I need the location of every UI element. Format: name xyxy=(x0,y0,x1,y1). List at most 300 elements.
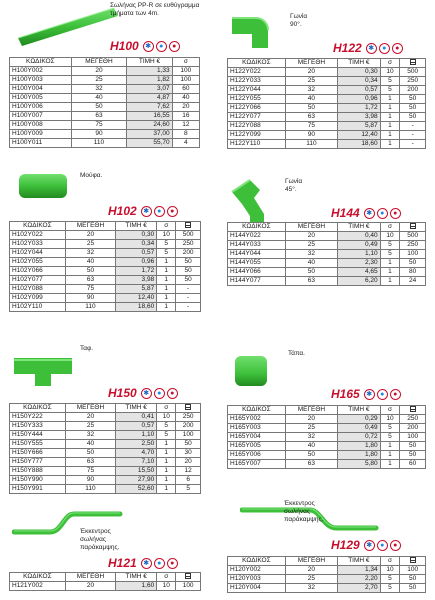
cell-price: 0,30 xyxy=(338,68,381,77)
cell-price: 1,80 xyxy=(338,442,381,451)
heating-drop-icon: ● xyxy=(392,43,403,54)
cell-box: 80 xyxy=(400,268,426,277)
cell-price: 0,41 xyxy=(116,413,157,422)
cell-pack: 16 xyxy=(172,112,199,121)
box-icon xyxy=(176,404,201,413)
cell-code: H165Y005 xyxy=(228,442,286,451)
cell-code: H122Y033 xyxy=(228,77,286,86)
cell-size: 50 xyxy=(65,449,116,458)
cell-box: 250 xyxy=(400,415,426,424)
cell-price: 4,70 xyxy=(116,449,157,458)
product-code-row xyxy=(331,387,401,401)
cell-price: 1,82 xyxy=(127,76,172,85)
cell-code: H122Y099 xyxy=(228,131,286,140)
product-code: H100 xyxy=(110,39,139,53)
box-icon xyxy=(176,573,201,582)
cell-price: 7,62 xyxy=(127,103,172,112)
heating-drop-icon: ● xyxy=(390,540,401,551)
product-description: Γωνία 90°. xyxy=(290,13,308,28)
table-row xyxy=(228,250,426,259)
cell-box: 500 xyxy=(400,68,426,77)
cell-price: 5,87 xyxy=(338,122,381,131)
product-description: Τάπα. xyxy=(288,350,305,357)
cell-box: 50 xyxy=(400,95,426,104)
cell-size: 32 xyxy=(65,431,116,440)
column-header: ΤΙΜΗ € xyxy=(338,406,381,415)
cell-price: 16,55 xyxy=(127,112,172,121)
cell-pack: 5 xyxy=(380,424,400,433)
cell-box: 20 xyxy=(176,458,201,467)
cell-box: 50 xyxy=(400,584,426,593)
cell-size: 25 xyxy=(285,77,337,86)
cell-pack: 1 xyxy=(380,113,400,122)
cell-pack: 1 xyxy=(380,140,400,149)
table-row xyxy=(10,303,201,312)
cell-size: 32 xyxy=(285,433,337,442)
cell-code: H102Y066 xyxy=(10,267,66,276)
cell-code: H122Y044 xyxy=(228,86,286,95)
cell-price: 1,80 xyxy=(338,451,381,460)
cell-price: 4,87 xyxy=(127,94,172,103)
cell-pack: 100 xyxy=(172,67,199,76)
cell-box: 50 xyxy=(400,104,426,113)
table-row xyxy=(228,95,426,104)
cell-size: 50 xyxy=(285,451,337,460)
cell-size: 25 xyxy=(285,241,337,250)
cell-code: H165Y007 xyxy=(228,460,286,469)
cell-box: - xyxy=(400,122,426,131)
column-header: ΤΙΜΗ € xyxy=(338,223,381,232)
cell-price: 55,70 xyxy=(127,139,172,148)
cell-code: H120Y004 xyxy=(228,584,286,593)
cell-box: - xyxy=(176,294,201,303)
table-row xyxy=(228,433,426,442)
column-header: σ xyxy=(157,573,176,582)
table-row xyxy=(228,68,426,77)
cell-box: 250 xyxy=(400,241,426,250)
water-drop-icon: ● xyxy=(154,206,165,217)
table-row xyxy=(10,130,200,139)
cell-price: 0,96 xyxy=(116,258,157,267)
column-header: ΚΩΔΙΚΟΣ xyxy=(228,406,286,415)
product-code-row xyxy=(333,41,403,55)
cell-size: 40 xyxy=(71,94,127,103)
cell-price: 1,10 xyxy=(338,250,381,259)
cell-size: 20 xyxy=(285,415,337,424)
cell-pack: 5 xyxy=(157,240,176,249)
cell-code: H150Y990 xyxy=(10,476,66,485)
cell-price: 37,00 xyxy=(127,130,172,139)
table-row xyxy=(10,582,201,591)
cell-box: 100 xyxy=(176,582,201,591)
table-row xyxy=(10,103,200,112)
cell-pack: 10 xyxy=(380,415,400,424)
cell-price: 0,72 xyxy=(338,433,381,442)
water-drop-icon: ● xyxy=(377,540,388,551)
cell-box: - xyxy=(400,140,426,149)
column-header: ΜΕΓΕΘΗ xyxy=(285,406,337,415)
cell-price: 7,10 xyxy=(116,458,157,467)
cell-code: H144Y077 xyxy=(228,277,286,286)
cell-code: H150Y777 xyxy=(10,458,66,467)
table-row xyxy=(228,566,426,575)
cell-box: 200 xyxy=(400,86,426,95)
cell-size: 90 xyxy=(285,131,337,140)
cell-code: H120Y003 xyxy=(228,575,286,584)
cell-pack: 10 xyxy=(380,232,400,241)
table-row xyxy=(10,258,201,267)
cell-size: 63 xyxy=(285,460,337,469)
table-row xyxy=(228,232,426,241)
cell-price: 1,10 xyxy=(116,431,157,440)
column-header: ΜΕΓΕΘΗ xyxy=(71,58,127,67)
cell-pack: 12 xyxy=(172,121,199,130)
cell-size: 63 xyxy=(65,276,116,285)
box-icon xyxy=(400,223,426,232)
cell-size: 20 xyxy=(65,413,116,422)
heating-drop-icon: ● xyxy=(390,208,401,219)
cell-code: H150Y666 xyxy=(10,449,66,458)
spec-table xyxy=(9,57,200,148)
table-row xyxy=(228,241,426,250)
product-description: Έκκεντρος σωλήνας παράκαμψης. xyxy=(284,500,324,523)
cell-size: 50 xyxy=(285,104,337,113)
cell-size: 40 xyxy=(285,95,337,104)
cell-price: 0,29 xyxy=(338,415,381,424)
table-row xyxy=(228,113,426,122)
column-header: ΚΩΔΙΚΟΣ xyxy=(10,222,66,231)
product-description: Γωνία 45°. xyxy=(285,178,303,193)
cell-price: 12,40 xyxy=(338,131,381,140)
cell-code: H100Y005 xyxy=(10,94,72,103)
table-row xyxy=(10,112,200,121)
column-header: σ xyxy=(380,223,400,232)
cell-size: 25 xyxy=(285,575,337,584)
cell-pack: 1 xyxy=(380,460,400,469)
cell-box: 250 xyxy=(176,413,201,422)
water-drop-icon: ● xyxy=(379,43,390,54)
snowflake-icon: ✱ xyxy=(366,43,377,54)
cell-box: 100 xyxy=(400,566,426,575)
cell-box: 50 xyxy=(176,258,201,267)
cell-size: 32 xyxy=(285,584,337,593)
column-header: ΚΩΔΙΚΟΣ xyxy=(10,573,66,582)
snowflake-icon: ✱ xyxy=(364,540,375,551)
cell-box: 50 xyxy=(400,575,426,584)
heating-drop-icon: ● xyxy=(169,41,180,52)
cell-box: 50 xyxy=(400,451,426,460)
table-row xyxy=(228,77,426,86)
cell-box: 100 xyxy=(400,250,426,259)
cell-price: 3,98 xyxy=(116,276,157,285)
cell-pack: 1 xyxy=(157,267,176,276)
product-code: H129 xyxy=(331,538,360,552)
cell-code: H100Y003 xyxy=(10,76,72,85)
cell-code: H100Y008 xyxy=(10,121,72,130)
table-header-row xyxy=(228,223,426,232)
cell-pack: 5 xyxy=(380,241,400,250)
cell-price: 2,20 xyxy=(338,575,381,584)
table-header-row xyxy=(228,59,426,68)
cell-code: H122Y055 xyxy=(228,95,286,104)
cell-size: 110 xyxy=(65,485,116,494)
spec-table xyxy=(227,58,426,149)
cell-size: 75 xyxy=(285,122,337,131)
cell-code: H102Y110 xyxy=(10,303,66,312)
cell-code: H144Y055 xyxy=(228,259,286,268)
column-header: σ xyxy=(380,557,400,566)
cell-price: 12,40 xyxy=(116,294,157,303)
table-row xyxy=(228,259,426,268)
cell-price: 24,60 xyxy=(127,121,172,130)
cell-size: 20 xyxy=(65,582,116,591)
cell-code: H121Y002 xyxy=(10,582,66,591)
cell-pack: 5 xyxy=(157,431,176,440)
cell-price: 2,30 xyxy=(338,259,381,268)
cell-price: 0,96 xyxy=(338,95,381,104)
cell-box: 100 xyxy=(176,431,201,440)
cell-box: 50 xyxy=(176,440,201,449)
water-drop-icon: ● xyxy=(377,389,388,400)
table-row xyxy=(228,460,426,469)
cell-price: 18,60 xyxy=(338,140,381,149)
column-header: ΚΩΔΙΚΟΣ xyxy=(10,58,72,67)
cell-size: 50 xyxy=(285,268,337,277)
cell-box: 5 xyxy=(176,485,201,494)
cell-size: 20 xyxy=(71,67,127,76)
cell-size: 20 xyxy=(285,232,337,241)
cell-box: 50 xyxy=(176,276,201,285)
water-drop-icon: ● xyxy=(377,208,388,219)
cell-size: 63 xyxy=(285,113,337,122)
column-header: σ xyxy=(380,406,400,415)
cell-pack: 40 xyxy=(172,94,199,103)
cell-size: 90 xyxy=(65,476,116,485)
product-code: H121 xyxy=(108,556,137,570)
product-code-row xyxy=(108,204,178,218)
cell-price: 18,60 xyxy=(116,303,157,312)
cell-box: - xyxy=(400,131,426,140)
table-row xyxy=(228,442,426,451)
table-row xyxy=(228,122,426,131)
cell-pack: 60 xyxy=(172,85,199,94)
cell-pack: 1 xyxy=(157,285,176,294)
cell-pack: 1 xyxy=(380,451,400,460)
cell-size: 25 xyxy=(65,422,116,431)
product-code-row xyxy=(108,386,178,400)
column-header: σ xyxy=(157,404,176,413)
spec-table xyxy=(227,222,426,286)
cell-code: H144Y033 xyxy=(228,241,286,250)
tee-image xyxy=(12,344,74,388)
cell-code: H100Y002 xyxy=(10,67,72,76)
table-row xyxy=(10,240,201,249)
cell-code: H165Y002 xyxy=(228,415,286,424)
cell-pack: 20 xyxy=(172,103,199,112)
cell-code: H102Y077 xyxy=(10,276,66,285)
heating-drop-icon: ● xyxy=(167,206,178,217)
cell-box: 60 xyxy=(400,460,426,469)
cell-code: H150Y333 xyxy=(10,422,66,431)
box-icon xyxy=(400,406,426,415)
cell-price: 1,33 xyxy=(127,67,172,76)
cell-size: 20 xyxy=(285,566,337,575)
table-row xyxy=(10,139,200,148)
cell-price: 0,30 xyxy=(116,231,157,240)
table-header-row xyxy=(10,222,201,231)
cell-pack: 100 xyxy=(172,76,199,85)
box-icon xyxy=(176,222,201,231)
column-header: σ xyxy=(172,58,199,67)
box-icon xyxy=(400,59,426,68)
cell-box: 200 xyxy=(176,422,201,431)
table-row xyxy=(10,294,201,303)
column-header: σ xyxy=(380,59,400,68)
table-row xyxy=(10,440,201,449)
cell-code: H144Y022 xyxy=(228,232,286,241)
elbow-90-image xyxy=(228,10,276,50)
cell-code: H100Y007 xyxy=(10,112,72,121)
cell-box: 50 xyxy=(400,259,426,268)
cell-code: H122Y110 xyxy=(228,140,286,149)
cell-price: 0,40 xyxy=(338,232,381,241)
cell-box: 6 xyxy=(176,476,201,485)
cell-size: 50 xyxy=(65,267,116,276)
cell-price: 6,20 xyxy=(338,277,381,286)
cell-code: H100Y004 xyxy=(10,85,72,94)
column-header: ΚΩΔΙΚΟΣ xyxy=(228,59,286,68)
snowflake-icon: ✱ xyxy=(143,41,154,52)
table-row xyxy=(10,485,201,494)
column-header: ΤΙΜΗ € xyxy=(116,404,157,413)
cell-price: 52,60 xyxy=(116,485,157,494)
cell-code: H150Y222 xyxy=(10,413,66,422)
table-row xyxy=(228,86,426,95)
column-header: ΤΙΜΗ € xyxy=(338,59,381,68)
column-header: ΚΩΔΙΚΟΣ xyxy=(228,223,286,232)
table-row xyxy=(10,121,200,130)
cell-size: 20 xyxy=(65,231,116,240)
cell-size: 32 xyxy=(285,250,337,259)
table-header-row xyxy=(10,573,201,582)
cell-size: 20 xyxy=(285,68,337,77)
cell-box: 30 xyxy=(176,449,201,458)
cell-code: H150Y444 xyxy=(10,431,66,440)
cell-box: 12 xyxy=(176,467,201,476)
spec-table xyxy=(227,405,426,469)
cell-pack: 1 xyxy=(380,104,400,113)
cell-size: 63 xyxy=(71,112,127,121)
spec-table xyxy=(9,403,201,494)
cell-size: 75 xyxy=(71,121,127,130)
product-description: Έκκεντρος σωλήνας παράκαμψης. xyxy=(80,528,120,551)
cell-size: 32 xyxy=(65,249,116,258)
cell-price: 27,90 xyxy=(116,476,157,485)
water-drop-icon: ● xyxy=(156,41,167,52)
table-row xyxy=(10,285,201,294)
cell-size: 110 xyxy=(65,303,116,312)
product-code-row xyxy=(110,39,180,53)
cell-code: H122Y077 xyxy=(228,113,286,122)
cell-code: H102Y033 xyxy=(10,240,66,249)
product-code: H144 xyxy=(331,206,360,220)
cell-pack: 1 xyxy=(157,294,176,303)
cell-pack: 5 xyxy=(380,250,400,259)
heating-drop-icon: ● xyxy=(167,558,178,569)
cell-code: H150Y991 xyxy=(10,485,66,494)
table-row xyxy=(10,249,201,258)
cell-box: 500 xyxy=(176,231,201,240)
cell-size: 32 xyxy=(285,86,337,95)
table-row xyxy=(10,467,201,476)
product-code: H102 xyxy=(108,204,137,218)
table-row xyxy=(228,140,426,149)
cell-code: H165Y003 xyxy=(228,424,286,433)
cell-box: - xyxy=(176,285,201,294)
product-code: H165 xyxy=(331,387,360,401)
cell-box: 50 xyxy=(400,113,426,122)
cell-pack: 5 xyxy=(157,249,176,258)
cell-pack: 10 xyxy=(380,68,400,77)
cell-box: 50 xyxy=(400,442,426,451)
cell-pack: 1 xyxy=(157,303,176,312)
cell-price: 5,87 xyxy=(116,285,157,294)
cell-size: 50 xyxy=(71,103,127,112)
product-code: H122 xyxy=(333,41,362,55)
cell-pack: 1 xyxy=(157,476,176,485)
box-icon xyxy=(400,557,426,566)
table-header-row xyxy=(10,404,201,413)
column-header: ΤΙΜΗ € xyxy=(127,58,172,67)
table-row xyxy=(10,413,201,422)
cell-code: H102Y055 xyxy=(10,258,66,267)
cell-code: H102Y044 xyxy=(10,249,66,258)
cell-size: 90 xyxy=(65,294,116,303)
cell-price: 1,34 xyxy=(338,566,381,575)
snowflake-icon: ✱ xyxy=(141,206,152,217)
column-header: ΤΙΜΗ € xyxy=(116,573,157,582)
cell-pack: 1 xyxy=(380,95,400,104)
cell-size: 25 xyxy=(65,240,116,249)
cell-code: H144Y044 xyxy=(228,250,286,259)
cell-price: 2,50 xyxy=(116,440,157,449)
table-row xyxy=(10,67,200,76)
cell-size: 90 xyxy=(71,130,127,139)
cell-price: 0,49 xyxy=(338,241,381,250)
table-row xyxy=(10,449,201,458)
cell-pack: 1 xyxy=(380,277,400,286)
table-row xyxy=(228,451,426,460)
spec-table xyxy=(9,572,201,591)
cell-pack: 5 xyxy=(157,422,176,431)
cell-price: 1,72 xyxy=(116,267,157,276)
table-row xyxy=(228,131,426,140)
cell-box: 200 xyxy=(176,249,201,258)
cell-pack: 1 xyxy=(157,440,176,449)
cell-size: 63 xyxy=(285,277,337,286)
cell-box: 24 xyxy=(400,277,426,286)
cell-code: H165Y006 xyxy=(228,451,286,460)
table-row xyxy=(228,575,426,584)
table-row xyxy=(10,76,200,85)
table-row xyxy=(10,476,201,485)
cell-pack: 1 xyxy=(380,268,400,277)
cell-code: H100Y006 xyxy=(10,103,72,112)
cell-pack: 1 xyxy=(157,467,176,476)
snowflake-icon: ✱ xyxy=(141,558,152,569)
cell-price: 4,65 xyxy=(338,268,381,277)
cell-pack: 5 xyxy=(380,575,400,584)
